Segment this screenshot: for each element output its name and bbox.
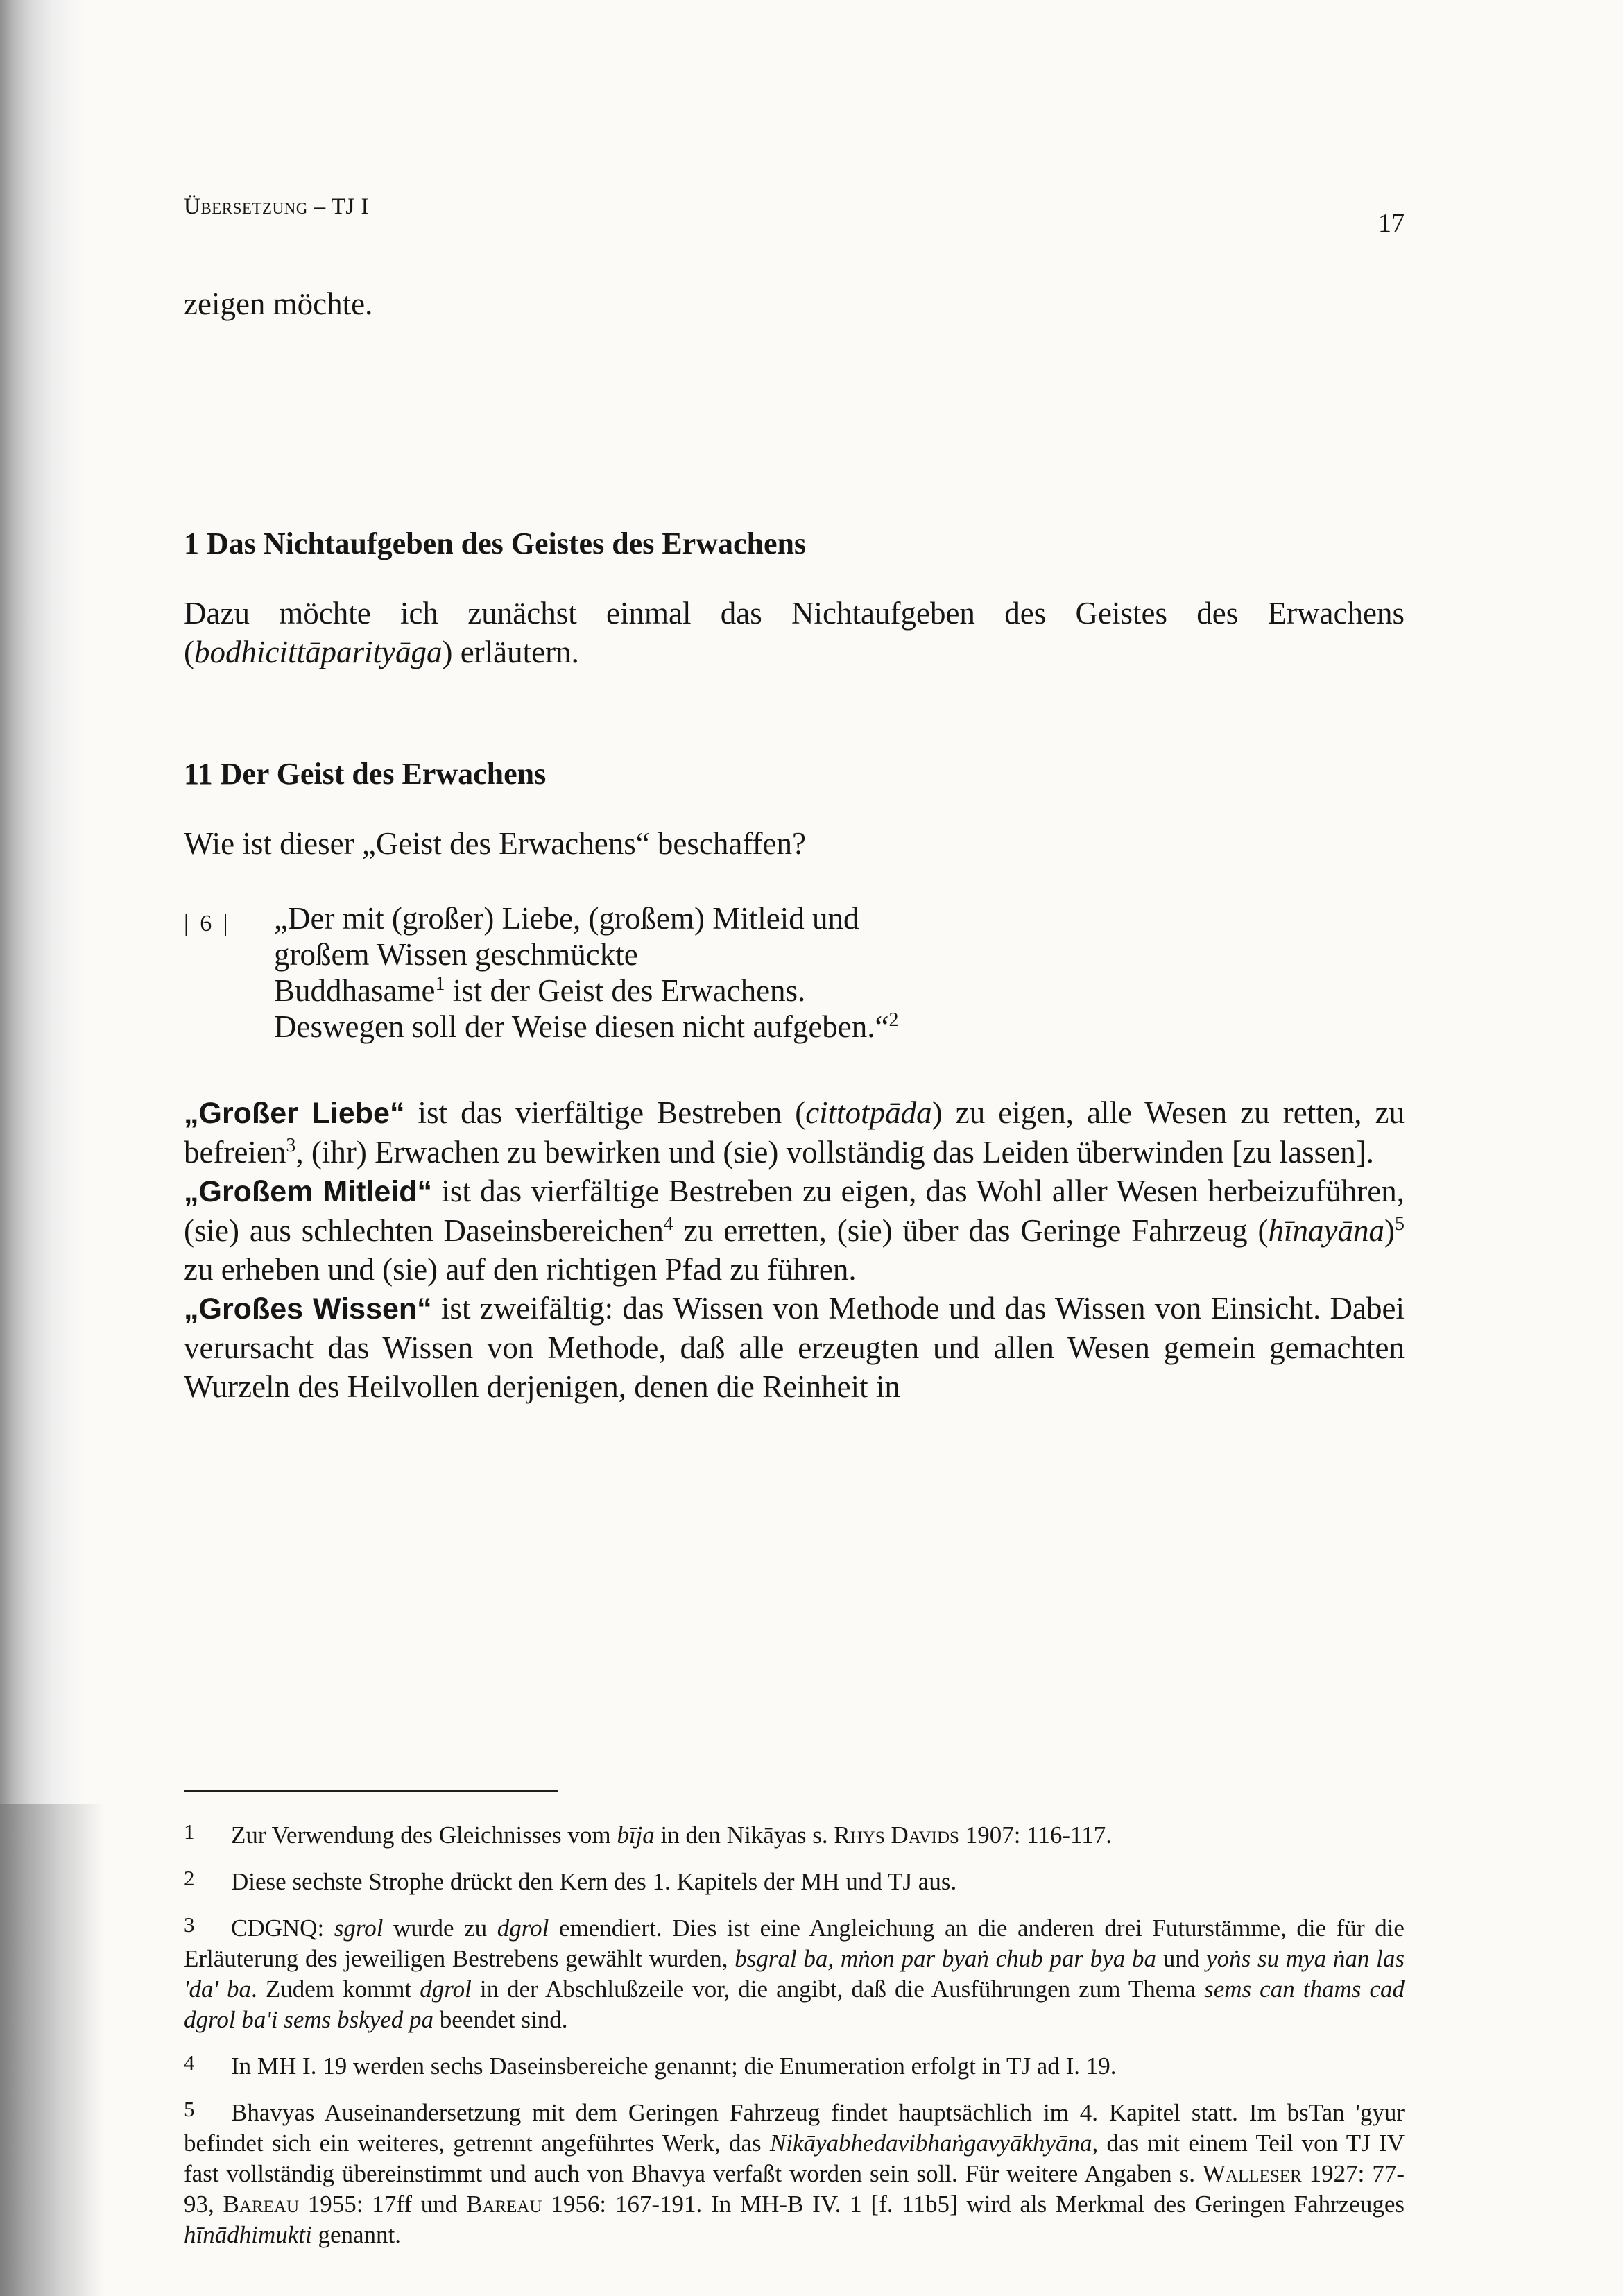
section-1-intro xyxy=(184,594,1405,671)
commentary xyxy=(184,1093,1405,1406)
footnote-3 xyxy=(184,1910,1405,2035)
verse-number: | 6 | xyxy=(184,911,231,936)
fn3-f: in der Abschlußzeile vor, die angibt, daß die Ausführungen zum Thema xyxy=(471,1976,1205,2003)
p2-d: zu erheben und (sie) auf den richtigen Pfad zu führen. xyxy=(184,1252,857,1287)
verse-line-2: großem Wissen geschmückte xyxy=(274,937,638,972)
footnote-2 xyxy=(184,1863,1405,1897)
section-heading-11: 11 Der Geist des Erwachens xyxy=(184,757,547,791)
fn5-a: Bhavyas Auseinandersetzung mit dem Geringen Fahrzeug findet hauptsächlich im 4. Kapitel statt. Im bsTan 'gyur befindet sich ein weiteres, getrennt angeführtes Werk, das xyxy=(184,2099,1405,2157)
keyword-grosser-liebe: „Großer Liebe“ xyxy=(184,1097,405,1130)
p3-a: ist zweifältig: das Wissen von Methode und das Wissen von Einsicht. Dabei verursacht das Wissen von Methode, daß alle erzeugten und allen Wesen gemein gemachten Wurzeln des Heilvollen derjenigen, denen die Reinheit in xyxy=(184,1291,1405,1404)
footnote-5 xyxy=(184,2094,1405,2250)
fn3-t6: sems can thams cad dgrol ba'i sems bskyed pa xyxy=(184,1976,1405,2033)
footnote-ref-4: 4 xyxy=(663,1213,673,1235)
fn5-b: , das mit einem Teil von TJ IV fast vollständig übereinstimmt und auch von Bhavya verfaßt worden sein soll. Für weitere Angaben s. xyxy=(184,2130,1405,2187)
page-number: 17 xyxy=(1378,209,1405,238)
fn3-t2: dgrol xyxy=(497,1914,549,1942)
fn3-t3: bsgral ba, mṅon par byaṅ chub par bya ba xyxy=(735,1945,1157,1972)
footnote-ref-3: 3 xyxy=(286,1135,296,1156)
fn3-t5: dgrol xyxy=(420,1976,472,2003)
fn3-e: . Zudem kommt xyxy=(251,1976,420,2003)
page-header xyxy=(184,194,1405,236)
fn5-author3: Bareau xyxy=(466,2191,542,2218)
verse-line-3-b: ist der Geist des Erwachens. xyxy=(445,973,806,1008)
commentary-paragraph-1 xyxy=(184,1093,1405,1172)
section-11-question: Wie ist dieser „Geist des Erwachens“ beschaffen? xyxy=(184,826,806,861)
fn1-term: bīja xyxy=(617,1822,655,1849)
carryover-text: zeigen möchte. xyxy=(184,286,373,321)
footnote-ref-1: 1 xyxy=(435,973,445,995)
section-1-term: bodhicittāparityāga xyxy=(194,635,443,669)
footnote-2-number: 2 xyxy=(184,1866,195,1890)
p2-b: zu erretten, (sie) über das Geringe Fahrzeug ( xyxy=(673,1213,1269,1248)
fn3-t1: sgrol xyxy=(334,1914,384,1942)
commentary-paragraph-2 xyxy=(184,1172,1405,1289)
footnote-1 xyxy=(184,1817,1405,1851)
p2-a: ist das vierfältige Bestreben zu eigen, das Wohl aller Wesen herbeizuführen, (sie) aus schlechten Daseinsbereichen xyxy=(184,1174,1405,1248)
footnote-4-number: 4 xyxy=(184,2050,195,2075)
fn3-b: wurde zu xyxy=(383,1914,497,1942)
fn1-c: 1907: 116-117. xyxy=(959,1822,1112,1849)
footnote-ref-5: 5 xyxy=(1395,1213,1405,1235)
verse-line-1: „Der mit (großer) Liebe, (großem) Mitleid und xyxy=(274,901,859,936)
keyword-grosses-wissen: „Großes Wissen“ xyxy=(184,1292,432,1326)
verse-line-4 xyxy=(274,1009,1405,1045)
fn3-t4: yoṅs su mya ṅan las 'da' ba xyxy=(184,1945,1405,2003)
p1-term: cittotpāda xyxy=(805,1095,932,1130)
fn2-text: Diese sechste Strophe drückt den Kern des 1. Kapitels der MH und TJ aus. xyxy=(231,1868,957,1895)
verse-block xyxy=(184,900,1405,1045)
footnote-5-number: 5 xyxy=(184,2097,195,2121)
p2-term: hīnayāna xyxy=(1268,1213,1384,1248)
verse-line-4-a: Deswegen soll der Weise diesen nicht aufgeben.“ xyxy=(274,1009,889,1044)
fn5-term2: hīnādhimukti xyxy=(184,2221,312,2248)
verse-line-3-a: Buddhasame xyxy=(274,973,436,1008)
fn3-c: emendiert. Dies ist eine Angleichung an die anderen drei Futurstämme, die für die Erläuterung des jeweiligen Bestrebens gewählt wurden, xyxy=(184,1914,1405,1972)
p1-a: ist das vierfältige Bestreben ( xyxy=(404,1095,806,1130)
fn3-d: und xyxy=(1156,1945,1207,1972)
fn5-author2: Bareau xyxy=(223,2191,299,2218)
section-1-intro-a: Dazu möchte ich zunächst einmal das Nichtaufgeben des Geistes des Erwachens ( xyxy=(184,596,1405,669)
footnote-rule xyxy=(184,1790,558,1792)
fn5-author1: Walleser xyxy=(1202,2160,1302,2187)
section-heading-1: 1 Das Nichtaufgeben des Geistes des Erwachens xyxy=(184,526,807,560)
section-1-intro-b: ) erläutern. xyxy=(442,635,579,669)
footnote-3-number: 3 xyxy=(184,1912,195,1937)
fn5-c: 1927: 77-93, xyxy=(184,2160,1405,2218)
commentary-paragraph-3 xyxy=(184,1289,1405,1406)
p2-c: ) xyxy=(1384,1213,1395,1248)
running-head: Übersetzung – TJ I xyxy=(184,194,369,219)
fn5-e: 1956: 167-191. In MH-B IV. 1 [f. 11b5] wird als Merkmal des Geringen Fahrzeuges xyxy=(542,2191,1405,2218)
fn5-term1: Nikāyabhedavibhaṅgavyākhyāna xyxy=(769,2130,1092,2157)
fn4-text: In MH I. 19 werden sechs Daseinsbereiche genannt; die Enumeration erfolgt in TJ ad I. 19. xyxy=(231,2053,1117,2080)
footnote-ref-2: 2 xyxy=(888,1009,899,1031)
footnote-4 xyxy=(184,2048,1405,2082)
keyword-grossem-mitleid: „Großem Mitleid“ xyxy=(184,1175,433,1208)
verse-line-3 xyxy=(274,973,1405,1009)
p1-c: , (ihr) Erwachen zu bewirken und (sie) vollständig das Leiden überwinden [zu lassen]. xyxy=(295,1135,1374,1170)
fn1-b: in den Nikāyas s. xyxy=(654,1822,834,1849)
p1-b: ) zu eigen, alle Wesen zu retten, zu befreien xyxy=(184,1095,1405,1170)
scan-binding-shadow xyxy=(0,1804,104,2296)
main-text xyxy=(184,284,1405,1406)
fn3-g: beendet sind. xyxy=(433,2006,568,2033)
fn1-a: Zur Verwendung des Gleichnisses vom xyxy=(231,1822,617,1849)
fn3-a: CDGNQ: xyxy=(231,1914,334,1942)
fn1-author: Rhys Davids xyxy=(834,1822,959,1849)
fn5-d: 1955: 17ff und xyxy=(299,2191,467,2218)
fn5-f: genannt. xyxy=(311,2221,402,2248)
footnote-1-number: 1 xyxy=(184,1819,195,1844)
footnotes xyxy=(184,1790,1405,2263)
